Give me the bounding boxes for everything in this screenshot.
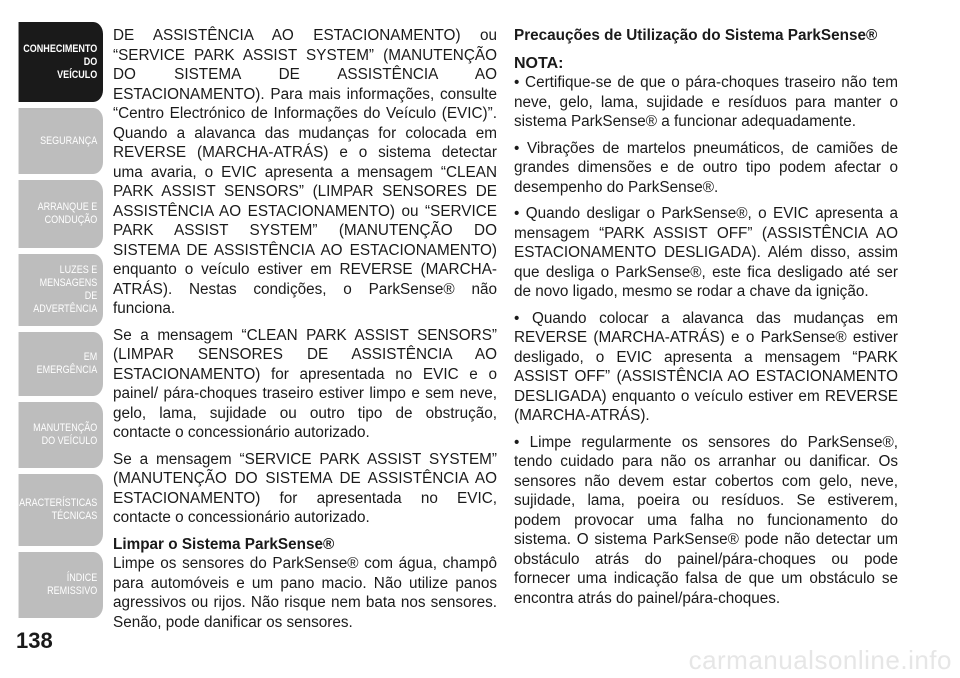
tab-seguranca[interactable]: SEGURANÇA (19, 108, 103, 174)
bullet-item: • Quando colocar a alavanca das mudanças em REVERSE (MARCHA-ATRÁS) e o ParkSense® estiver desligado, o EVIC apresenta a mensagem “PARK ASSIST OFF” (ASSISTÊNCIA AO ESTACIONAMENTO DESLIGADA) enquanto o veículo estiver em REVERSE (MARCHA-ATRÁS). (514, 309, 898, 424)
page-number: 138 (16, 628, 53, 653)
bullet-item: • Certifique-se de que o pára-choques traseiro não tem neve, gelo, lama, sujidade e resíduos para manter o sistema ParkSense® a funcionar adequadamente. (514, 74, 898, 130)
tab-conhecimento-do-veiculo[interactable]: CONHECIMENTO DO VEÍCULO (19, 22, 103, 102)
paragraph: Limpe os sensores do ParkSense® com água, champô para automóveis e um pano macio. Não utilize panos agressivos ou rijos. Não risque nem bata nos sensores. Senão, pode danificar os sensores. (113, 555, 497, 631)
watermark: carmanualsonline.info (688, 645, 952, 675)
section-heading: Precauções de Utilização do Sistema ParkSense® (514, 27, 878, 44)
tab-manutencao-do-veiculo[interactable]: MANUTENÇÃO DO VEÍCULO (19, 402, 103, 468)
left-column (113, 26, 497, 639)
bullet-item: • Quando desligar o ParkSense®, o EVIC apresenta a mensagem “PARK ASSIST OFF” (ASSISTÊNCIA AO ESTACIONAMENTO DESLIGADA). Além disso, assim que desliga o ParkSense®, este fica desligado até ser de novo ligado, mesmo se rodar a chave da ignição. (514, 205, 898, 300)
paragraph: DE ASSISTÊNCIA AO ESTACIONAMENTO) ou “SERVICE PARK ASSIST SYSTEM” (MANUTENÇÃO DO SISTEMA DE ASSISTÊNCIA AO ESTACIONAMENTO). Para mais informações, consulte “Centro Electrónico de Informações do Veículo (EVIC)”. Quando a alavanca das mudanças for colocada em REVERSE (MARCHA-ATRÁS) e o sistema detectar uma avaria, o EVIC apresenta a mensagem “CLEAN PARK ASSIST SENSORS” (LIMPAR SENSORES DE ASSISTÊNCIA AO ESTACIONAMENTO) ou “SERVICE PARK ASSIST SYSTEM” (MANUTENÇÃO DO SISTEMA DE ASSISTÊNCIA AO ESTACIONAMENTO) enquanto o veículo estiver em REVERSE (MARCHA-ATRÁS). Nestas condições, o ParkSense® não funciona. (113, 27, 497, 317)
right-column (514, 26, 898, 615)
tab-luzes-e-mensagens-de-advertencia[interactable]: LUZES E MENSAGENS DE ADVERTÊNCIA (19, 254, 103, 326)
paragraph: Se a mensagem “CLEAN PARK ASSIST SENSORS” (LIMPAR SENSORES DE ASSISTÊNCIA AO ESTACIONAMENTO) for apresentada no EVIC e o painel/ pára-choques traseiro estiver limpo e sem neve, gelo, lama, sujidade ou outro tipo de obstrução, contacte o concessionário autorizado. (113, 326, 497, 441)
tab-arranque-e-conducao[interactable]: ARRANQUE E CONDUÇÃO (19, 180, 103, 248)
chapter-sidebar (0, 0, 103, 678)
bullet-item: • Limpe regularmente os sensores do ParkSense®, tendo cuidado para não os arranhar ou danificar. Os sensores não devem estar cobertos com gelo, neve, sujidade, lama, poeira ou resíduos. Se estiverem, podem provocar uma falha no funcionamento do sistema. O sistema ParkSense® pode não detectar um obstáculo atrás do painel/pára-choques ou pode fornecer uma indicação falsa de que um obstáculo se encontra atrás do painel/pára-choques. (514, 433, 898, 607)
note-label: NOTA: (514, 54, 564, 72)
tab-em-emergencia[interactable]: EM EMERGÊNCIA (19, 332, 103, 396)
bullet-item: • Vibrações de martelos pneumáticos, de camiões de grandes dimensões e de outro tipo podem afectar o desempenho do ParkSense®. (514, 139, 898, 196)
section-heading: Limpar o Sistema ParkSense® (113, 535, 335, 553)
tab-indice-remissivo[interactable]: ÍNDICE REMISSIVO (19, 552, 103, 618)
tab-caracteristicas-tecnicas[interactable]: CARACTERÍSTICAS TÉCNICAS (19, 474, 103, 546)
paragraph: Se a mensagem “SERVICE PARK ASSIST SYSTEM” (MANUTENÇÃO DO SISTEMA DE ASSISTÊNCIA AO ESTACIONAMENTO) for apresentada no EVIC, contacte o concessionário autorizado. (113, 450, 497, 526)
